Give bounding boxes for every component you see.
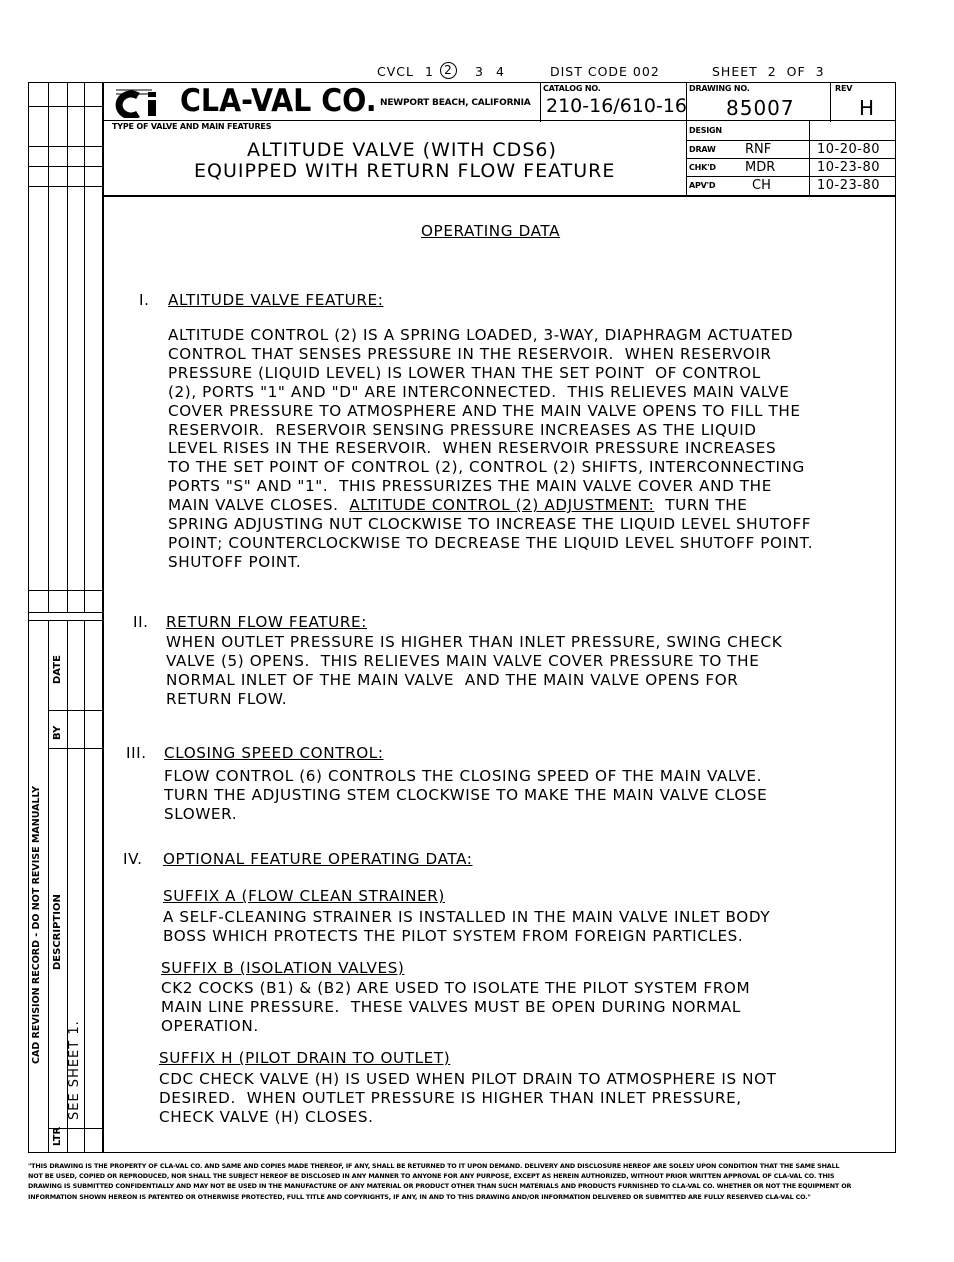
chkd-by: MDR [745,160,776,175]
title-block-line [686,158,896,159]
suffix-a-title: SUFFIX A (FLOW CLEAN STRAINER) [163,887,445,905]
section-3-body [164,767,767,824]
confidentiality-notice [28,1161,888,1202]
company-name: CLA-VAL CO. [180,83,377,119]
text-line [168,496,813,515]
notice-line: DRAWING IS SUBMITTED CONFIDENTIALLY AND MAY NOT BE USED IN THE MANUFACTURE OF ANY MATERIAL OR PRODUCT OTHER THAN SUCH MATERIALS AND PRODUCTS FURNISHED TO CLA-VAL CO. WHETHER OR NOT THE EQUIPMENT OR [28,1182,852,1191]
suffix-a-body [163,908,770,946]
suffix-h-body [159,1070,777,1127]
notice-line: INFORMATION SHOWN HEREON IS PATENTED OR OTHERWISE PROTECTED, FULL TITLE AND COPYRIGHTS, IF ANY, IN AND TO THIS DRAWING AND/OR INFORMATION DELIVERED OR SUBMITTED ARE FULLY RESERVED CLA-VAL CO." [28,1192,811,1201]
see-sheet-note: SEE SHEET 1. [67,1020,82,1120]
text-line: RESERVOIR. RESERVOIR SENSING PRESSURE INCREASES AS THE LIQUID [168,420,757,439]
title-block-line [830,82,831,122]
notice-line: NOT BE USED, COPIED OR REPRODUCED, NOR SHALL THE SUBJECT HEREOF BE DISCLOSED IN ANY MANNER TO ANYONE FOR ANY PURPOSE, EXCEPT AS HEREIN AUTHORIZED, WITHOUT PRIOR WRITTEN APPROVAL OF CLA-VAL CO. THIS [28,1172,835,1181]
by-label: BY [52,725,63,740]
section-4-number: IV. [123,850,143,868]
title-block-line [540,120,896,121]
text-line: A SELF-CLEANING STRAINER IS INSTALLED IN THE MAIN VALVE INLET BODY [163,908,771,926]
logo-mark-text [112,84,113,85]
text-line: LEVEL RISES IN THE RESERVOIR. WHEN RESERVOIR PRESSURE INCREASES [168,439,777,458]
cvcl-number-2-circled [440,62,457,79]
text-line: SPRING ADJUSTING NUT CLOCKWISE TO INCREASE THE LIQUID LEVEL SHUTOFF [168,515,812,534]
margin-line [28,166,102,167]
catalog-number: 210-16/610-16 [546,95,687,117]
margin-line [28,186,102,187]
text-line: DESIRED. WHEN OUTLET PRESSURE IS HIGHER THAN INLET PRESSURE, [159,1088,742,1107]
text-line: VALVE (5) OPENS. THIS RELIEVES MAIN VALVE COVER PRESSURE TO THE [166,651,760,670]
text-line: SHUTOFF POINT. [168,552,302,571]
title-block-line [809,120,810,195]
section-2-number: II. [133,613,149,631]
margin-line [67,82,68,612]
rev-value: H [859,96,875,120]
margin-line [28,612,102,613]
title-line-2: EQUIPPED WITH RETURN FLOW FEATURE [194,160,616,182]
text-line: CK2 COCKS (B1) & (B2) ARE USED TO ISOLATE THE PILOT SYSTEM FROM [161,979,751,997]
rev-line [84,620,85,1153]
company-location: NEWPORT BEACH, CALIFORNIA [380,98,531,108]
text-segment: TURN THE [654,496,748,515]
cvcl-number-4: 4 [496,64,505,79]
text-line: OPERATION. [161,1016,259,1035]
text-line: POINT; COUNTERCLOCKWISE TO DECREASE THE LIQUID LEVEL SHUTOFF POINT. [168,533,814,552]
text-line: FLOW CONTROL (6) CONTROLS THE CLOSING SPEED OF THE MAIN VALVE. [164,767,763,785]
drawing-number: 85007 [726,96,795,120]
ltr-label: LTR [52,1126,63,1146]
section-3-number: III. [126,744,147,762]
suffix-h-title: SUFFIX H (PILOT DRAIN TO OUTLET) [159,1049,451,1067]
margin-line [28,590,102,591]
text-line: CHECK VALVE (H) CLOSES. [159,1107,374,1126]
rev-line [48,710,102,711]
rev-line [28,620,102,621]
cad-revision-note: CAD REVISION RECORD - DO NOT REVISE MANUALLY [31,786,42,1064]
cvcl-circled-value: 2 [444,63,453,77]
chkd-date: 10-23-80 [817,160,881,175]
cvcl-label: CVCL [377,64,414,79]
text-line: MAIN LINE PRESSURE. THESE VALVES MUST BE OPEN DURING NORMAL [161,997,741,1016]
title-block-line [686,176,896,177]
title-line-1: ALTITUDE VALVE (WITH CDS6) [247,139,557,161]
drawing-label: DRAWING NO. [689,84,750,93]
cvcl-number-3: 3 [475,64,484,79]
text-line: ALTITUDE CONTROL (2) IS A SPRING LOADED, 3-WAY, DIAPHRAGM ACTUATED [168,326,794,344]
text-line: WHEN OUTLET PRESSURE IS HIGHER THAN INLET PRESSURE, SWING CHECK [166,633,783,651]
text-line: PORTS "S" AND "1". THIS PRESSURIZES THE MAIN VALVE COVER AND THE [168,477,772,496]
text-line: CONTROL THAT SENSES PRESSURE IN THE RESERVOIR. WHEN RESERVOIR [168,344,772,363]
suffix-b-title: SUFFIX B (ISOLATION VALVES) [161,959,405,977]
notice-line: "THIS DRAWING IS THE PROPERTY OF CLA-VAL CO. AND SAME AND COPIES MADE THEREOF, IF ANY, SHALL BE RETURNED TO IT UPON DEMAND. DELIVERY AND DISCLOSURE HEREOF ARE SOLELY UPON CONDITION THAT THE SAME SHALL [28,1162,840,1170]
description-label: DESCRIPTION [52,894,63,970]
text-line: PRESSURE (LIQUID LEVEL) IS LOWER THAN THE SET POINT OF CONTROL [168,363,761,382]
sheet-number: SHEET 2 OF 3 [712,64,825,79]
draw-date: 10-20-80 [817,142,881,157]
date-label: DATE [52,655,63,684]
section-3-title: CLOSING SPEED CONTROL: [164,744,384,762]
text-line: COVER PRESSURE TO ATMOSPHERE AND THE MAIN VALVE OPENS TO FILL THE [168,401,801,420]
text-line: TURN THE ADJUSTING STEM CLOCKWISE TO MAKE THE MAIN VALVE CLOSE [164,785,768,804]
rev-line [48,748,102,749]
adjustment-subheading: ALTITUDE CONTROL (2) ADJUSTMENT: [349,496,655,515]
suffix-b-body [161,979,750,1036]
title-block-line [102,120,540,121]
margin-line [48,82,49,612]
draw-label: DRAW [689,145,716,154]
section-4-title: OPTIONAL FEATURE OPERATING DATA: [163,850,473,868]
section-2-body [166,633,782,709]
rev-line [48,620,49,1153]
margin-line [102,82,104,1153]
title-block-line [102,195,896,197]
operating-data-heading: OPERATING DATA [421,222,561,240]
margin-line [28,146,102,147]
design-label: DESIGN [689,126,722,135]
section-1-title: ALTITUDE VALVE FEATURE: [168,291,384,309]
text-line: BOSS WHICH PROTECTS THE PILOT SYSTEM FROM FOREIGN PARTICLES. [163,926,744,945]
text-line: SLOWER. [164,804,238,823]
text-line: CDC CHECK VALVE (H) IS USED WHEN PILOT DRAIN TO ATMOSPHERE IS NOT [159,1070,777,1088]
section-1-number: I. [139,291,150,309]
title-block-line [686,140,896,141]
section-2-title: RETURN FLOW FEATURE: [166,613,367,631]
rev-label: REV [835,84,853,93]
text-segment: MAIN VALVE CLOSES. [168,496,350,515]
margin-line [84,82,85,612]
apvd-date: 10-23-80 [817,178,881,193]
chkd-label: CHK'D [689,163,716,172]
title-block-line [540,82,541,122]
apvd-by: CH [752,178,771,193]
text-line: (2), PORTS "1" AND "D" ARE INTERCONNECTED. THIS RELIEVES MAIN VALVE [168,382,790,401]
margin-line [28,106,102,107]
cla-val-logo [112,84,176,118]
catalog-label: CATALOG NO. [543,84,601,93]
text-line: NORMAL INLET OF THE MAIN VALVE AND THE MAIN VALVE OPENS FOR [166,670,739,689]
draw-by: RNF [745,142,772,157]
text-line: TO THE SET POINT OF CONTROL (2), CONTROL (2) SHIFTS, INTERCONNECTING [168,458,805,477]
text-line: RETURN FLOW. [166,689,288,708]
section-1-body [168,326,813,572]
type-label: TYPE OF VALVE AND MAIN FEATURES [112,122,272,131]
dist-code: DIST CODE 002 [550,64,660,79]
apvd-label: APV'D [689,181,716,190]
cvcl-number-1: 1 [425,64,434,79]
